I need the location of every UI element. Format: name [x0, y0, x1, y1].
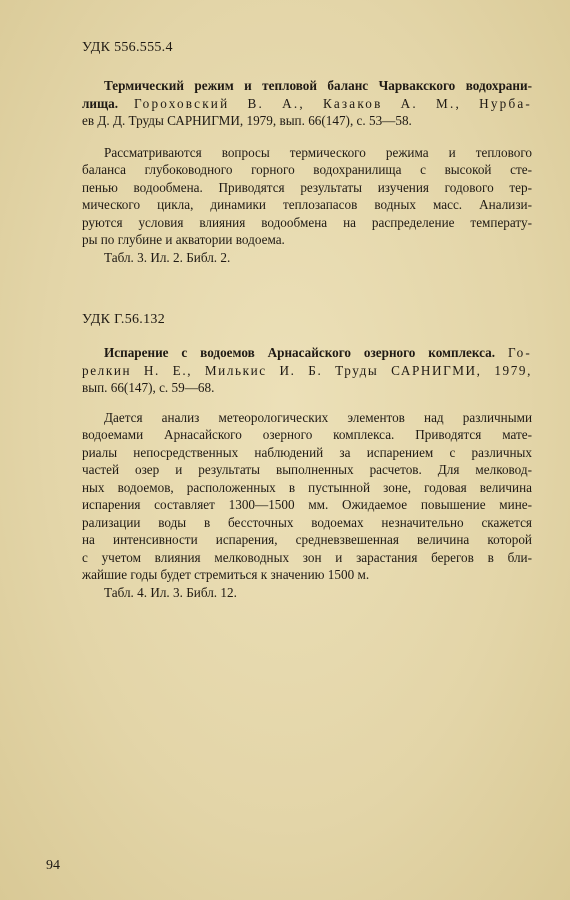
abstract-line: частей озер и результаты выполненных расчетов. Для мелковод- — [82, 462, 532, 477]
udk-code: УДК 556.555.4 — [82, 40, 173, 55]
article-2 — [82, 312, 532, 601]
abstract-line: пенью водообмена. Приводятся результаты изучения годового тер- — [82, 179, 532, 195]
abstract-line: баланса глубоководного горного водохранилища с высокой сте- — [82, 162, 532, 177]
abstract-line: испарения составляет 1300—1500 мм. Ожидаемое повышение мине- — [82, 497, 532, 512]
abstract-line: риалы непосредственных наблюдений за испарением с различных — [82, 444, 532, 460]
abstract-line: мического цикла, динамики теплозапасов водных масс. Анализи- — [82, 197, 532, 212]
article-1 — [82, 40, 532, 266]
abstract-line: рализации воды в бессточных водоемах незначительно скажется — [82, 514, 532, 530]
article-refs: Табл. 3. Ил. 2. Библ. 2. — [104, 249, 231, 265]
article-title-end: лища. — [82, 95, 119, 111]
abstract-line: жайшие годы будет стремиться к значению 1500 м. — [82, 567, 370, 582]
abstract-line: ных водоемов, расположенных в пустынной зоне, годовая величина — [82, 479, 532, 495]
article-title — [82, 344, 532, 362]
author-start: Го- — [507, 345, 533, 360]
article-citation: ев Д. Д. Труды САРНИГМИ, 1979, вып. 66(147), с. 53—58. — [82, 113, 412, 128]
article-title-authors — [82, 95, 532, 113]
abstract-line: ры по глубине и акватории водоема. — [82, 232, 285, 247]
page-number: 94 — [46, 858, 60, 873]
article-refs: Табл. 4. Ил. 3. Библ. 12. — [104, 584, 237, 600]
article-title: Термический режим и тепловой баланс Чарвакского водохрани- — [104, 78, 532, 93]
abstract-line: водоемами Арнасайского озерного комплекса. Приводятся мате- — [82, 427, 532, 442]
abstract-line: с учетом влияния мелководных зон и зарастания берегов в бли- — [82, 549, 532, 565]
abstract-line: Рассматриваются вопросы термического режима и теплового — [104, 144, 532, 160]
authors: Гороховский В. А., Казаков А. М., Нурба- — [134, 95, 532, 111]
article-title-bold: Испарение с водоемов Арнасайского озерного комплекса. — [104, 345, 496, 360]
udk-code: УДК Г.56.132 — [82, 312, 165, 327]
article-citation: вып. 66(147), с. 59—68. — [82, 380, 215, 395]
abstract-line: Дается анализ метеорологических элементов над различными — [104, 409, 532, 425]
abstract-line: руются условия влияния водообмена на распределение температу- — [82, 214, 532, 230]
abstract-line: на интенсивности испарения, средневзвешенная величина которой — [82, 532, 532, 547]
article-authors: релкин Н. Е., Милькис И. Б. Труды САРНИГМИ, 1979, — [82, 362, 532, 378]
